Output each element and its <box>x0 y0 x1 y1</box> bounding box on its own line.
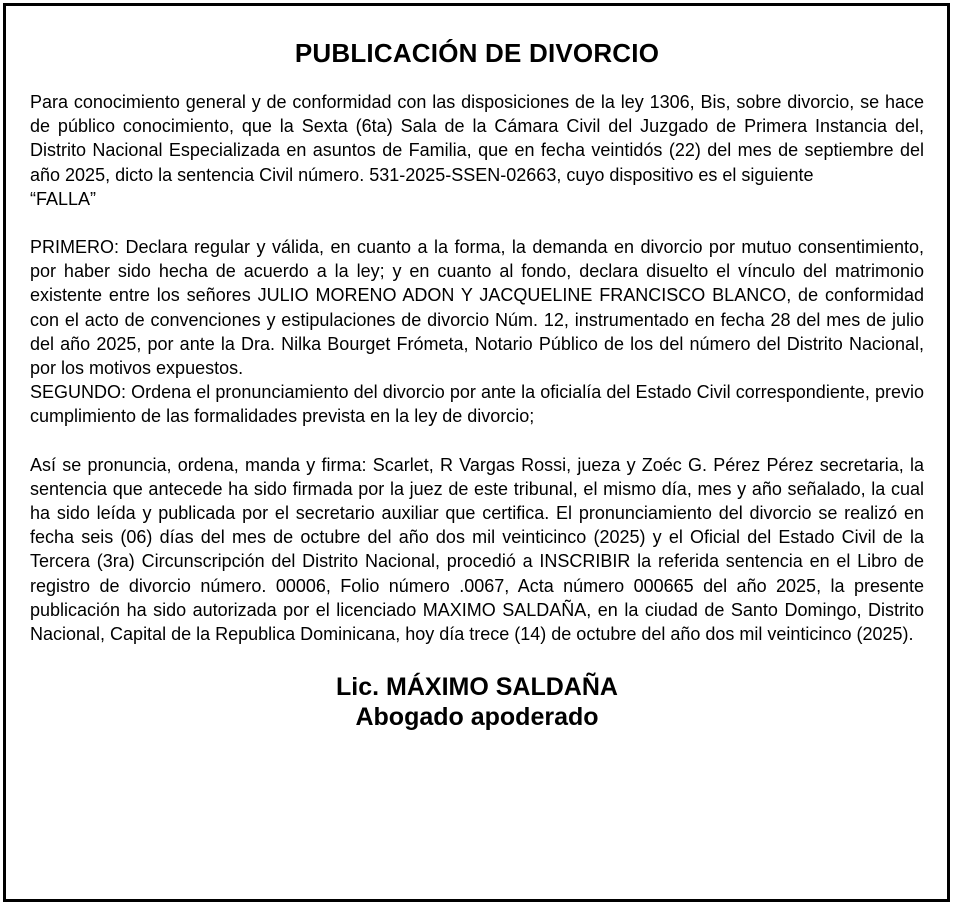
notice-frame <box>3 3 950 902</box>
notice-content <box>30 34 924 732</box>
segundo-paragraph: SEGUNDO: Ordena el pronunciamiento del divorcio por ante la oficialía del Estado Civil correspondiente, previo cumplimiento de las formalidades prevista en la ley de divorcio; <box>30 382 924 427</box>
signature-role: Abogado apoderado <box>355 703 599 732</box>
paragraph-gap <box>30 429 924 453</box>
closing-paragraph: Así se pronuncia, ordena, manda y firma: Scarlet, R Vargas Rossi, jueza y Zoéc G. Pérez Pérez secretaria, la sentencia que antecede ha sido firmada por la juez de este tribunal, el mismo día, mes y año señalado, la cual ha sido leída y publicada por el secretario auxiliar que certifica. El pronunciamiento del divorcio se realizó en fecha seis (06) días del mes de octubre del año dos mil veinticinco (2025) y el Oficial del Estado Civil de la Tercera (3ra) Circunscripción del Distrito Nacional, procedió a INSCRIBIR la referida sentencia en el Libro de registro de divorcio número. 00006, Folio número .0067, Acta número 000665 del año 2025, la presente publicación ha sido autorizada por el licenciado MAXIMO SALDAÑA, en la ciudad de Santo Domingo, Distrito Nacional, Capital de la Republica Dominicana, hoy día trece (14) de octubre del año dos mil veinticinco (2025). <box>30 454 924 645</box>
paragraph-gap <box>30 211 924 235</box>
primero-paragraph: PRIMERO: Declara regular y válida, en cuanto a la forma, la demanda en divorcio por mutuo consentimiento, por haber sido hecha de acuerdo a la ley; y en cuanto al fondo, declara disuelto el vínculo del matrimonio existente entre los señores JULIO MORENO ADON Y JACQUELINE FRANCISCO BLANCO, de conformidad con el acto de convenciones y estipulaciones de divorcio Núm. 12, instrumentado en fecha 28 del mes de julio del año 2025, por ante la Dra. Nilka Bourget Frómeta, Notario Público de los del número del Distrito Nacional, por los motivos expuestos. <box>30 237 924 379</box>
notice-title: PUBLICACIÓN DE DIVORCIO <box>294 38 660 68</box>
signature-block <box>30 672 924 732</box>
signature-name: Lic. MÁXIMO SALDAÑA <box>336 673 618 702</box>
intro-paragraph: Para conocimiento general y de conformidad con las disposiciones de la ley 1306, Bis, sobre divorcio, se hace de público conocimiento, que la Sexta (6ta) Sala de la Cámara Civil del Juzgado de Primera Instancia del, Distrito Nacional Especializada en asuntos de Familia, que en fecha veintidós (22) del mes de septiembre del año 2025, dicto la sentencia Civil número. 531-2025-SSEN-02663, cuyo dispositivo es el siguiente <box>30 92 924 185</box>
falla-heading: “FALLA” <box>30 188 97 209</box>
